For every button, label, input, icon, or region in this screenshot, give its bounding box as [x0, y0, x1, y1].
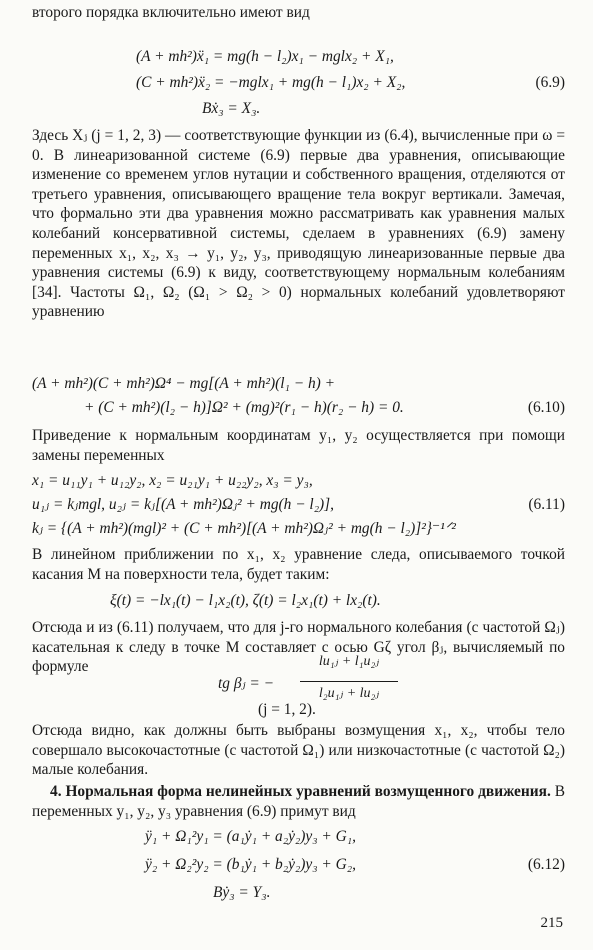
paragraph-5: Отсюда видно, как должны быть выбраны возмущения x₁, x₂, чтобы тело совершало высокочастотные (с частотой Ω₁) или низкочастотные (с частотой Ω₂) малые колебания. [32, 722, 565, 779]
eq-tg-lhs: tg βⱼ = − [218, 675, 275, 692]
intro-text: второго порядка включительно имеют вид [32, 4, 310, 21]
eq610-number: (6.10) [527, 399, 565, 416]
eq612-number: (6.12) [527, 856, 565, 873]
eq612-line3: Bẏ₃ = Y₃. [213, 884, 271, 901]
eq69-line3: Bẋ₃ = X₃. [202, 100, 261, 117]
eq69-line2: (C + mh²)ẍ₂ = −mglx₁ + mg(h − l₁)x₂ + X₂, [136, 74, 406, 91]
eq-tg-numerator: lu₁ⱼ + l₁u₂ⱼ [318, 654, 380, 669]
paragraph-2: Приведение к нормальным координатам y₁, y₂ осуществляется при помощи замены переменных [32, 427, 565, 464]
eq611-line1: x₁ = u₁₁y₁ + u₁₂y₂, x₂ = u₂₁y₁ + u₂₂y₂, x₃ = y₃, [32, 472, 313, 489]
section-text: В переменных y₁, y₂, y₃ уравнения (6.9) примут вид [32, 783, 565, 820]
paragraph-3: В линейном приближении по x₁, x₂ уравнение следа, описываемого точкой касания M на поверхности тела, будет таким: [32, 546, 565, 583]
eq610-line2: + (C + mh²)(l₂ − h)]Ω² + (mg)²(r₁ − h)(r₂ − h) = 0. [84, 399, 404, 416]
eq-tg-condition: (j = 1, 2). [258, 701, 316, 718]
eq611-number: (6.11) [528, 496, 565, 513]
paragraph-4: Отсюда и из (6.11) получаем, что для j-го нормального колебания (с частотой Ωⱼ) касательная к следу в точке M составляет с осью Gζ угол βⱼ, вычисляемый по формуле [32, 619, 565, 676]
eq612-line1: ÿ₁ + Ω₁²y₁ = (a₁ẏ₁ + a₂ẏ₂)y₃ + G₁, [145, 828, 356, 845]
eq610-line1: (A + mh²)(C + mh²)Ω⁴ − mg[(A + mh²)(l₁ − h) + [32, 375, 336, 392]
eq69-number: (6.9) [535, 74, 565, 91]
eq611-line3: kⱼ = {(A + mh²)(mgl)² + (C + mh²)[(A + mh²)Ωⱼ² + mg(h − l₂)]²}⁻¹ᐟ² [32, 520, 456, 537]
section-4 [32, 782, 565, 821]
page-number: 215 [540, 915, 563, 931]
paragraph-1: Здесь Xⱼ (j = 1, 2, 3) — соответствующие функции из (6.4), вычисленные при ω = 0. В линеаризованной системе (6.9) первые два уравнения, описывающие изменение со временем углов нутации и собственного вращения, отделяются от третьего уравнения, описывающего вращение тела вокруг вертикали. Замечая, что формально эти два уравнения можно рассматривать как уравнения малых колебаний консервативной системы, сделаем в уравнениях (6.9) замену переменных x₁, x₂, x₃ → y₁, y₂, y₃, приводящую линеаризованные первые два уравнения системы (6.9) к виду, соответствующему нормальным колебаниям [34]. Частоты Ω₁, Ω₂ (Ω₁ > Ω₂ > 0) нормальных колебаний удовлетворяют уравнению [32, 127, 565, 321]
eq-trace: ξ(t) = −lx₁(t) − l₁x₂(t), ζ(t) = l₂x₁(t) + lx₂(t). [110, 592, 381, 609]
eq612-line2: ÿ₂ + Ω₂²y₂ = (b₁ẏ₁ + b₂ẏ₂)y₃ + G₂, [145, 856, 356, 873]
eq69-line1: (A + mh²)ẍ₁ = mg(h − l₂)x₁ − mglx₂ + X₁, [136, 48, 394, 65]
eq-tg-denominator: l₂u₁ⱼ + lu₂ⱼ [318, 686, 380, 701]
eq611-line2: u₁ⱼ = kⱼmgl, u₂ⱼ = kⱼ[(A + mh²)Ωⱼ² + mg(h − l₂)], [32, 496, 335, 513]
fraction-bar [300, 681, 398, 682]
section-title: 4. Нормальная форма нелинейных уравнений возмущенного движения. [50, 783, 551, 800]
